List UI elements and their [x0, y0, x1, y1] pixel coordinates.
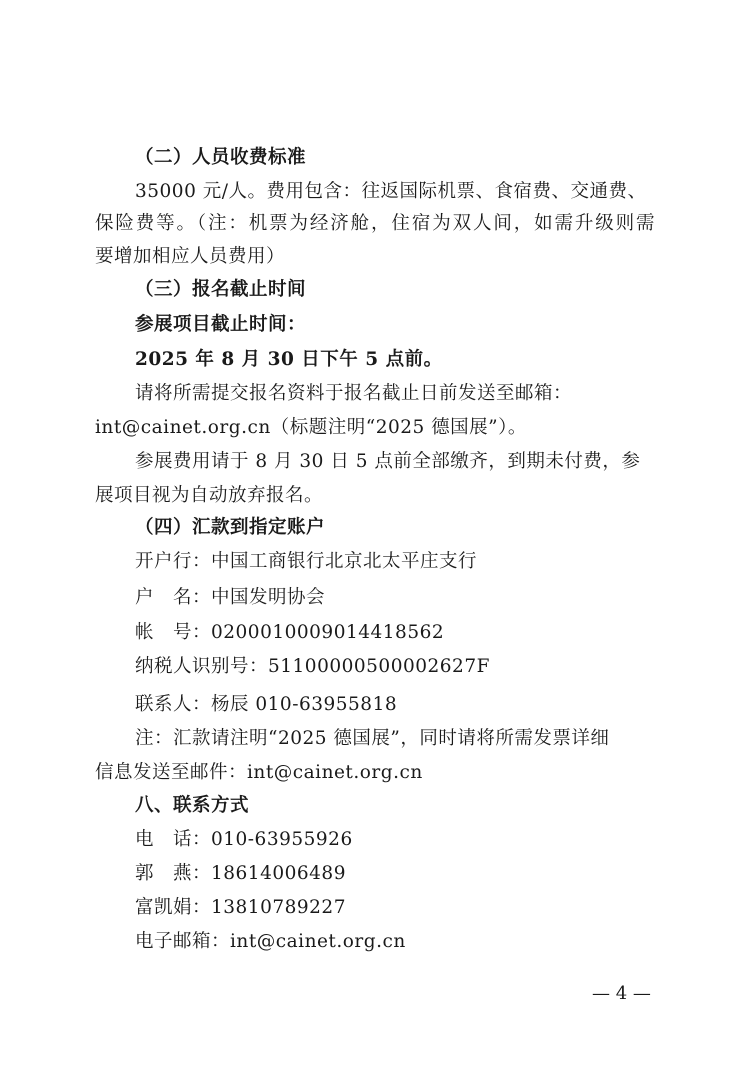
- remittance-contact: 联系人：杨辰 010-63955818: [135, 694, 398, 715]
- section-heading-contact: 八、联系方式: [135, 795, 250, 816]
- page-number: — 4 —: [592, 983, 651, 1004]
- remittance-note-line-2: 信息发送至邮件：int@cainet.org.cn: [95, 762, 423, 783]
- section-heading-deadline: （三）报名截止时间: [135, 279, 307, 300]
- deadline-line-1: 请将所需提交报名资料于报名截止日前发送至邮箱：: [135, 383, 573, 404]
- remittance-account-number: 帐 号：0200010009014418562: [135, 622, 445, 643]
- personnel-fee-line-3: 要增加相应人员费用）: [95, 246, 286, 267]
- personnel-fee-line-1: 35000 元/人。费用包含：往返国际机票、食宿费、交通费、: [135, 181, 647, 202]
- contact-phone: 电 话：010-63955926: [135, 829, 353, 850]
- deadline-subheading: 参展项目截止时间：: [135, 314, 307, 335]
- remittance-note-line-1: 注：汇款请注明“2025 德国展”，同时请将所需发票详细: [135, 728, 610, 749]
- remittance-bank: 开户行：中国工商银行北京北太平庄支行: [135, 551, 478, 572]
- contact-fu-kaijuan: 富凯娟：13810789227: [135, 897, 346, 918]
- personnel-fee-line-2: 保险费等。（注：机票为经济舱，住宿为双人间，如需升级则需: [95, 213, 655, 234]
- contact-guo-yan: 郭 燕：18614006489: [135, 863, 346, 884]
- remittance-tax-id: 纳税人识别号：51100000500002627F: [135, 656, 490, 677]
- section-heading-remittance: （四）汇款到指定账户: [135, 517, 326, 538]
- deadline-line-2: int@cainet.org.cn（标题注明“2025 德国展”）。: [95, 417, 527, 438]
- deadline-line-3: 参展费用请于 8 月 30 日 5 点前全部缴齐，到期未付费，参: [135, 451, 641, 472]
- contact-email: 电子邮箱：int@cainet.org.cn: [135, 931, 406, 952]
- deadline-date: 2025 年 8 月 30 日下午 5 点前。: [135, 349, 443, 370]
- deadline-line-4: 展项目视为自动放弃报名。: [95, 485, 324, 506]
- section-heading-personnel-fee: （二）人员收费标准: [135, 147, 307, 168]
- remittance-account-name: 户 名：中国发明协会: [135, 587, 326, 608]
